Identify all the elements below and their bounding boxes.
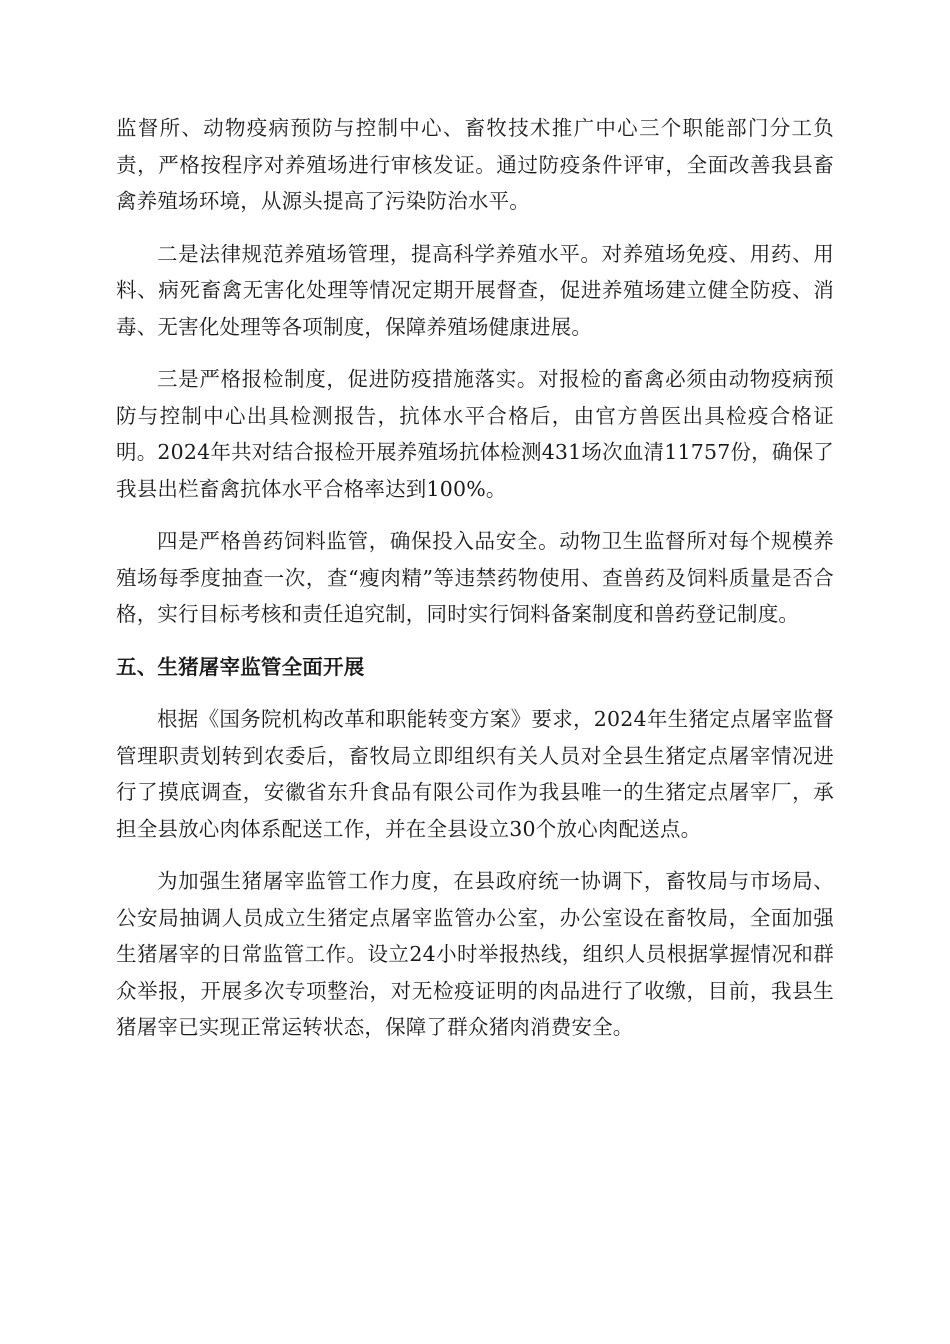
paragraph-item-three: 三是严格报检制度，促进防疫措施落实。对报检的畜禽必须由动物疫病预防与控制中心出具检测报告，抗体水平合格后，由官方兽医出具检疫合格证明。2024年共对结合报检开展养殖场抗体检测431场次血清11757份，确保了我县出栏畜禽抗体水平合格率达到100%。 xyxy=(116,367,834,501)
paragraph-continued: 监督所、动物疫病预防与控制中心、畜牧技术推广中心三个职能部门分工负责，严格按程序对养殖场进行审核发证。通过防疫条件评审，全面改善我县畜禽养殖场环境，从源头提高了污染防治水平。 xyxy=(116,116,834,213)
document-page xyxy=(116,110,834,1062)
paragraph-item-two: 二是法律规范养殖场管理，提高科学养殖水平。对养殖场免疫、用药、用料、病死畜禽无害化处理等情况定期开展督查，促进养殖场建立健全防疫、消毒、无害化处理等各项制度，保障养殖场健康进展。 xyxy=(116,241,834,339)
paragraph-item-four: 四是严格兽药饲料监管，确保投入品安全。动物卫生监督所对每个规模养殖场每季度抽查一次，查“瘦肉精”等违禁药物使用、查兽药及饲料质量是否合格，实行目标考核和责任追究制，同时实行饲料备案制度和兽药登记制度。 xyxy=(116,529,834,626)
section-heading: 五、生猪屠宰监管全面开展 xyxy=(116,654,365,679)
section-paragraph-one: 根据《国务院机构改革和职能转变方案》要求，2024年生猪定点屠宰监督管理职责划转到农委后，畜牧局立即组织有关人员对全县生猪定点屠宰情况进行了摸底调查，安徽省东升食品有限公司作为我县唯一的生猪定点屠宰厂，承担全县放心肉体系配送工作，并在全县设立30个放心肉配送点。 xyxy=(116,707,834,841)
section-paragraph-two: 为加强生猪屠宰监管工作力度，在县政府统一协调下，畜牧局与市场局、公安局抽调人员成立生猪定点屠宰监管办公室，办公室设在畜牧局，全面加强生猪屠宰的日常监管工作。设立24小时举报热线，组织人员根据掌握情况和群众举报，开展多次专项整治，对无检疫证明的肉品进行了收缴，目前，我县生猪屠宰已实现正常运转状态，保障了群众猪肉消费安全。 xyxy=(116,869,834,1039)
